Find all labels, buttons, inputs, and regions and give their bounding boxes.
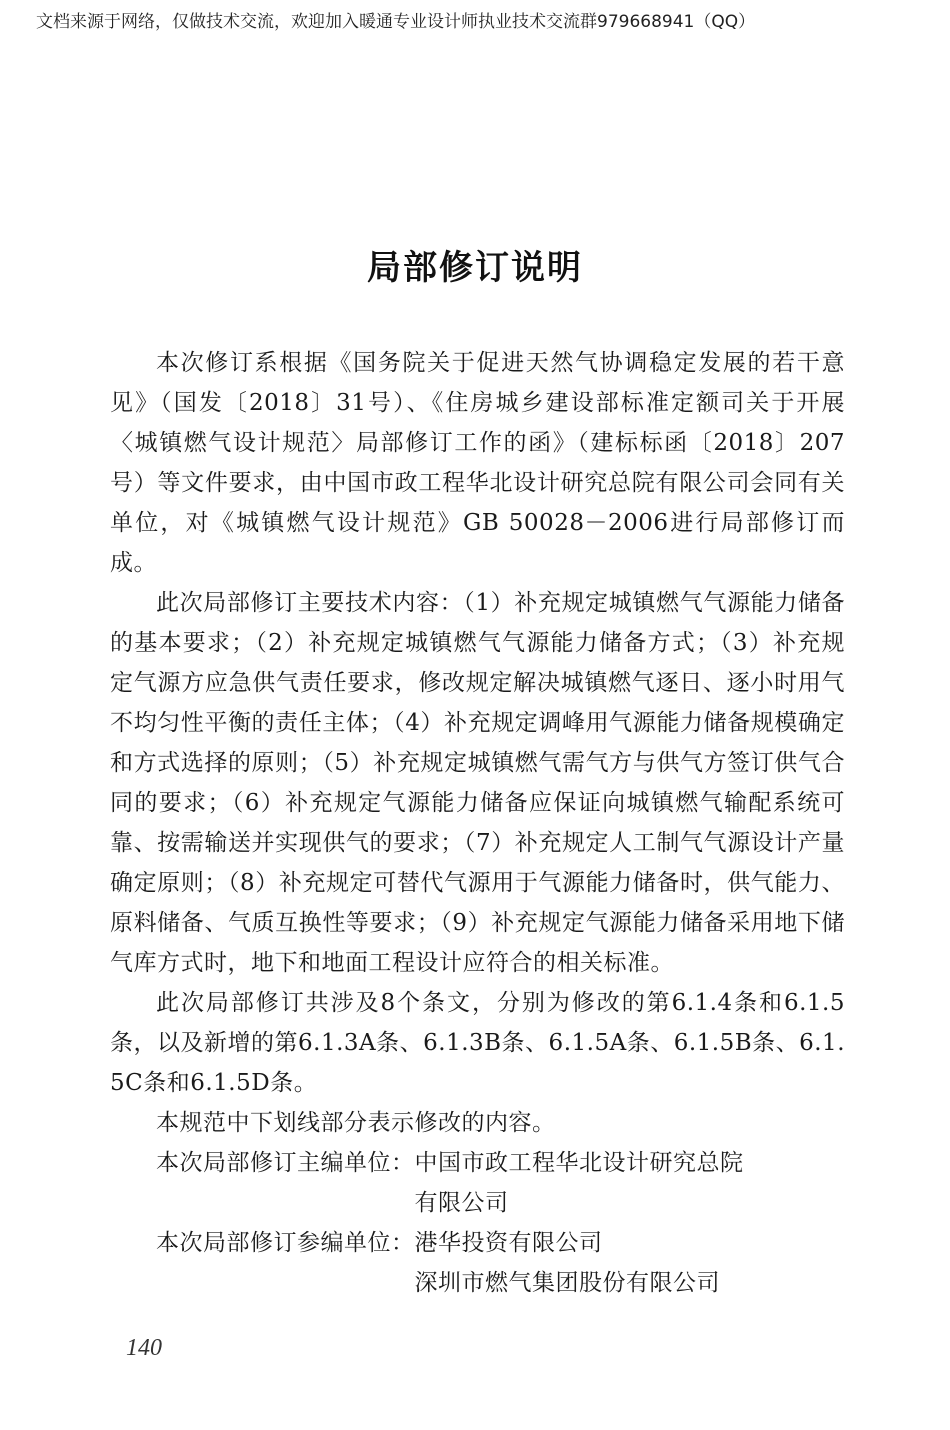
chief-unit-label: 本次局部修订主编单位： [156, 1150, 415, 1176]
chief-unit-values [415, 1143, 846, 1223]
participating-unit-1: 港华投资有限公司 [414, 1230, 603, 1256]
paragraph-underline-note: 本规范中下划线部分表示修改的内容。 [156, 1110, 556, 1136]
participating-units-values [415, 1223, 846, 1303]
page-title: 局部修订说明 [367, 248, 583, 288]
chief-unit-line-2: 有限公司 [414, 1190, 509, 1216]
paragraph-clauses: 此次局部修订共涉及8个条文，分别为修改的第6.1.4条和6.1.5条，以及新增的第6.1.3A条、6.1.3B条、6.1.5A条、6.1.5B条、6.1.5C条和6.1.5D条。 [110, 990, 845, 1096]
page-number: 140 [126, 1335, 162, 1361]
watermark-text: 文档来源于网络，仅做技术交流，欢迎加入暖通专业设计师执业技术交流群979668941（QQ） [36, 12, 756, 32]
document-body [110, 343, 845, 1303]
participating-unit-2: 深圳市燃气集团股份有限公司 [414, 1270, 720, 1296]
paragraph-main-content: 此次局部修订主要技术内容：（1）补充规定城镇燃气气源能力储备的基本要求；（2）补充规定城镇燃气气源能力储备方式；（3）补充规定气源方应急供气责任要求，修改规定解决城镇燃气逐日、逐小时用气不均匀性平衡的责任主体；（4）补充规定调峰用气源能力储备规模确定和方式选择的原则；（5）补充规定城镇燃气需气方与供气方签订供气合同的要求；（6）补充规定气源能力储备应保证向城镇燃气输配系统可靠、按需输送并实现供气的要求；（7）补充规定人工制气气源设计产量确定原则；（8）补充规定可替代气源用于气源能力储备时，供气能力、原料储备、气质互换性等要求；（9）补充规定气源能力储备采用地下储气库方式时，地下和地面工程设计应符合的相关标准。 [110, 590, 845, 976]
participating-units-label: 本次局部修订参编单位： [156, 1230, 415, 1256]
chief-unit-row [110, 1143, 845, 1223]
paragraph-basis: 本次修订系根据《国务院关于促进天然气协调稳定发展的若干意见》（国发〔2018〕31号）、《住房城乡建设部标准定额司关于开展〈城镇燃气设计规范〉局部修订工作的函》（建标标函〔2018〕207号）等文件要求，由中国市政工程华北设计研究总院有限公司会同有关单位，对《城镇燃气设计规范》GB 50028－2006进行局部修订而成。 [110, 350, 845, 576]
participating-units-row [110, 1223, 845, 1303]
chief-unit-line-1: 中国市政工程华北设计研究总院 [414, 1150, 744, 1176]
